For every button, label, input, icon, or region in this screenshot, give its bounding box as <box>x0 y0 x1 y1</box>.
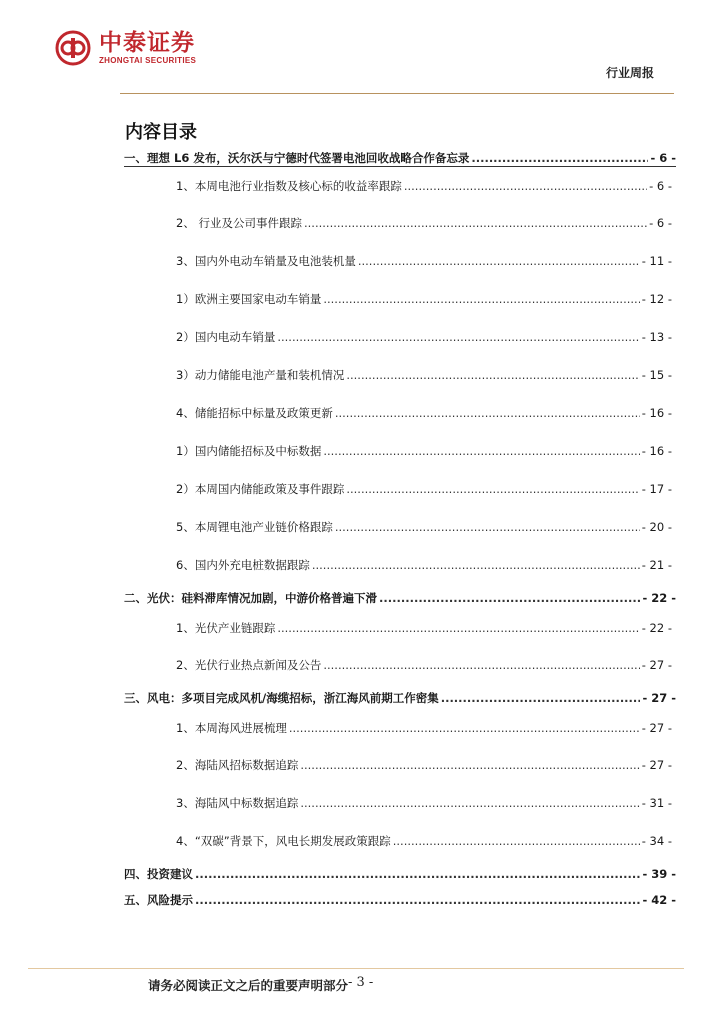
logo-english-name: ZHONGTAI SECURITIES <box>99 56 197 65</box>
toc-entry-page: - 22 - <box>642 591 676 605</box>
toc-leader-dots <box>471 150 648 166</box>
toc-entry[interactable] <box>0 150 724 166</box>
toc-entry[interactable] <box>0 405 724 421</box>
toc-entry-page: - 17 - <box>641 482 672 496</box>
toc-entry-label: 4、“双碳”背景下，风电长期发展政策跟踪 <box>176 834 391 848</box>
toc-entry-page: - 27 - <box>641 758 672 772</box>
toc-entry-page: - 13 - <box>641 330 672 344</box>
toc-entry-page: - 31 - <box>641 796 672 810</box>
toc-entry-label: 3）动力储能电池产量和装机情况 <box>176 368 345 382</box>
toc-entry-label: 二、光伏：硅料滞库情况加剧，中游价格普遍下滑 <box>124 591 377 605</box>
toc-leader-dots <box>277 620 639 636</box>
toc-entry-page: - 39 - <box>642 867 676 881</box>
toc-leader-dots <box>393 833 640 849</box>
toc-entry[interactable] <box>0 481 724 497</box>
toc-entry-page: - 6 - <box>649 216 672 230</box>
toc-entry-label: 1、光伏产业链跟踪 <box>176 621 276 635</box>
toc-entry-label: 三、风电：多项目完成风机/海缆招标，浙江海风前期工作密集 <box>124 691 439 705</box>
toc-entry-label: 2）国内电动车销量 <box>176 330 276 344</box>
toc-entry-label: 1）欧洲主要国家电动车销量 <box>176 292 322 306</box>
toc-entry[interactable] <box>0 590 724 606</box>
toc-entry-page: - 16 - <box>641 406 672 420</box>
toc-entry-page: - 6 - <box>650 151 676 165</box>
toc-entry-label: 五、风险提示 <box>124 893 193 907</box>
toc-leader-dots <box>323 657 639 673</box>
toc-entry[interactable] <box>0 557 724 573</box>
toc-entry[interactable] <box>0 443 724 459</box>
toc-entry-page: - 11 - <box>641 254 672 268</box>
toc-entry[interactable] <box>0 720 724 736</box>
header-divider <box>120 93 674 94</box>
toc-entry[interactable] <box>0 253 724 269</box>
logo-chinese-name: 中泰证券 <box>99 30 195 56</box>
toc-entry-label: 3、国内外电动车销量及电池装机量 <box>176 254 356 268</box>
toc-leader-dots <box>335 519 640 535</box>
toc-leader-dots <box>441 690 641 706</box>
toc-entry-page: - 27 - <box>641 658 672 672</box>
toc-leader-dots <box>404 178 647 194</box>
toc-leader-dots <box>312 557 640 573</box>
toc-leader-dots <box>379 590 640 606</box>
toc-entry-label: 2、光伏行业热点新闻及公告 <box>176 658 322 672</box>
toc-leader-dots <box>346 367 639 383</box>
toc-entry[interactable] <box>0 892 724 908</box>
page-number: - 3 - <box>348 975 374 990</box>
toc-entry[interactable] <box>0 329 724 345</box>
toc-entry-page: - 27 - <box>642 691 676 705</box>
toc-entry[interactable] <box>0 519 724 535</box>
toc-entry-label: 1、本周电池行业指数及核心标的收益率跟踪 <box>176 179 402 193</box>
toc-entry-label: 2）本周国内储能政策及事件跟踪 <box>176 482 345 496</box>
toc-entry-label: 2、 行业及公司事件跟踪 <box>176 216 302 230</box>
toc-entry-page: - 20 - <box>641 520 672 534</box>
toc-entry[interactable] <box>0 657 724 673</box>
toc-leader-dots <box>195 866 640 882</box>
toc-entry[interactable] <box>0 291 724 307</box>
toc-leader-dots <box>289 720 640 736</box>
toc-leader-dots <box>195 892 640 908</box>
footer-divider <box>28 968 684 969</box>
toc-leader-dots <box>346 481 639 497</box>
footer-disclaimer: 请务必阅读正文之后的重要声明部分 <box>148 978 349 993</box>
report-type-label: 行业周报 <box>605 66 654 80</box>
toc-entry-page: - 42 - <box>642 893 676 907</box>
toc-entry-label: 4、储能招标中标量及政策更新 <box>176 406 333 420</box>
toc-entry-label: 5、本周锂电池产业链价格跟踪 <box>176 520 333 534</box>
toc-entry[interactable] <box>0 833 724 849</box>
toc-entry[interactable] <box>0 215 724 231</box>
toc-entry-label: 6、国内外充电桩数据跟踪 <box>176 558 310 572</box>
toc-leader-dots <box>300 757 639 773</box>
toc-leader-dots <box>300 795 639 811</box>
zhongtai-logo-icon <box>55 30 91 66</box>
toc-entry[interactable] <box>0 690 724 706</box>
toc-entry-page: - 12 - <box>641 292 672 306</box>
toc-leader-dots <box>323 291 639 307</box>
toc-title: 内容目录 <box>125 122 197 143</box>
toc-entry[interactable] <box>0 795 724 811</box>
toc-entry-page: - 16 - <box>641 444 672 458</box>
toc-leader-dots <box>335 405 640 421</box>
toc-entry[interactable] <box>0 367 724 383</box>
toc-section-underline <box>124 166 676 167</box>
toc-entry-label: 四、投资建议 <box>124 867 193 881</box>
toc-entry-label: 2、海陆风招标数据追踪 <box>176 758 299 772</box>
toc-entry-page: - 22 - <box>641 621 672 635</box>
toc-entry[interactable] <box>0 620 724 636</box>
toc-entry-page: - 6 - <box>649 179 672 193</box>
toc-entry-label: 1、本周海风进展梳理 <box>176 721 287 735</box>
toc-leader-dots <box>358 253 640 269</box>
toc-entry-page: - 21 - <box>641 558 672 572</box>
toc-entry[interactable] <box>0 757 724 773</box>
toc-entry[interactable] <box>0 178 724 194</box>
toc-entry-label: 一、理想 L6 发布，沃尔沃与宁德时代签署电池回收战略合作备忘录 <box>124 151 470 165</box>
toc-entry-label: 1）国内储能招标及中标数据 <box>176 444 322 458</box>
toc-leader-dots <box>323 443 639 459</box>
toc-entry-label: 3、海陆风中标数据追踪 <box>176 796 299 810</box>
toc-entry-page: - 27 - <box>641 721 672 735</box>
toc-entry-page: - 15 - <box>641 368 672 382</box>
toc-leader-dots <box>277 329 639 345</box>
toc-leader-dots <box>304 215 647 231</box>
toc-entry-page: - 34 - <box>641 834 672 848</box>
toc-entry[interactable] <box>0 866 724 882</box>
company-logo <box>55 30 196 66</box>
